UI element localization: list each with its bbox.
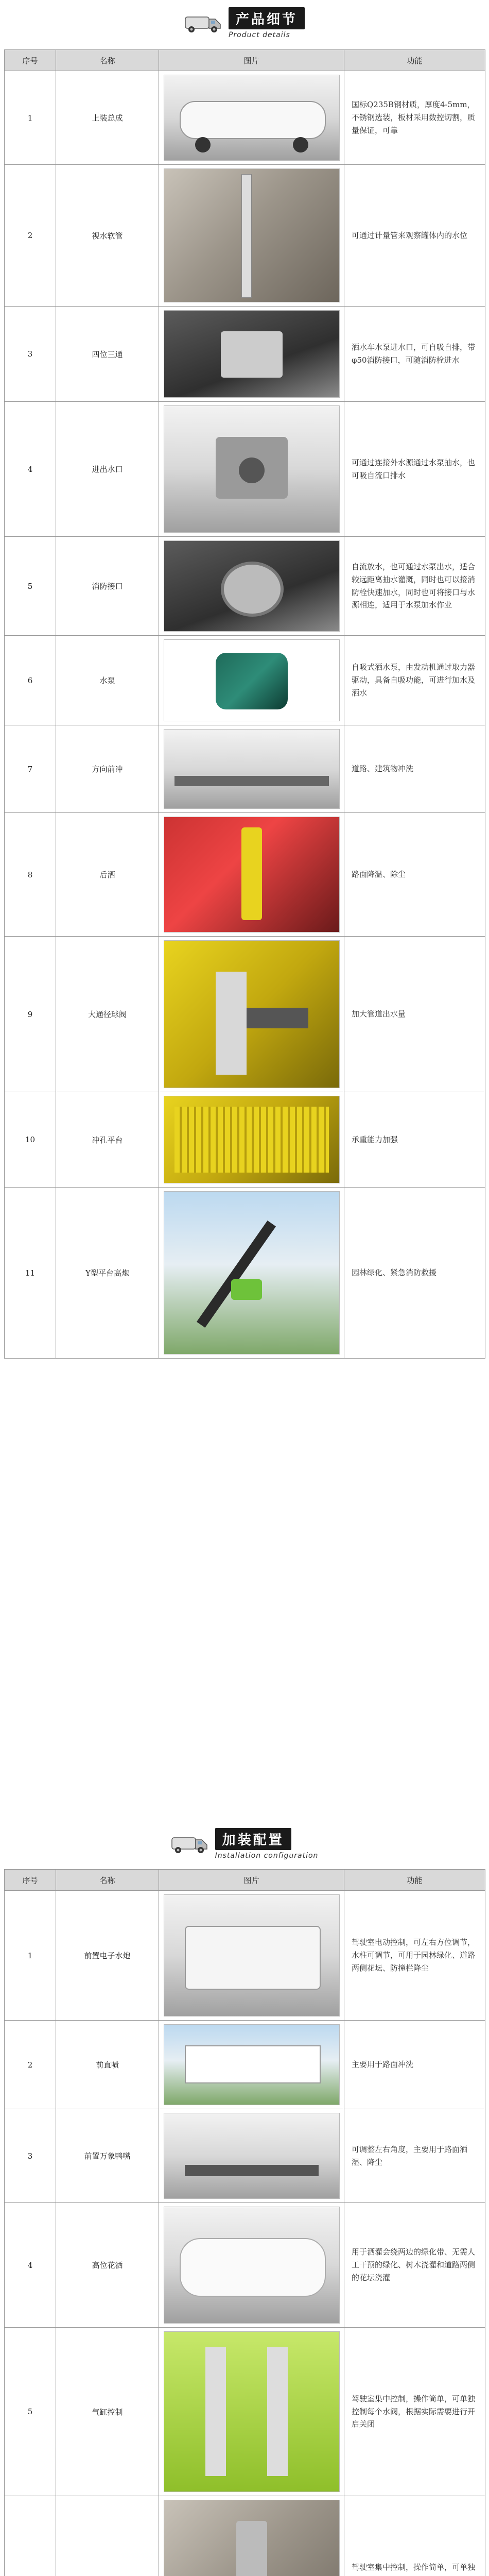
row-function: 自吸式洒水泵，由发动机通过取力器驱动，具备自吸功能，可进行加水及洒水 <box>344 636 485 725</box>
table-row <box>5 71 485 165</box>
row-number: 8 <box>5 813 56 937</box>
row-function: 驾驶室集中控制，操作简单，可单独 <box>344 2496 485 2576</box>
header-function: 功能 <box>344 50 485 71</box>
row-number: 1 <box>5 1891 56 2021</box>
row-name: 水泵 <box>56 636 159 725</box>
section2-banner <box>0 1821 489 1867</box>
row-number: 4 <box>5 2203 56 2328</box>
header-image: 图片 <box>159 1870 344 1891</box>
row-number: 4 <box>5 402 56 537</box>
row-image-cell <box>159 1092 344 1188</box>
row-image-cell <box>159 165 344 307</box>
section2-subtitle: Installation configuration <box>215 1852 319 1860</box>
row-function: 路面降温、除尘 <box>344 813 485 937</box>
table-row <box>5 813 485 937</box>
sight-hose-photo <box>164 168 340 302</box>
row-image-cell <box>159 1891 344 2021</box>
inlet-outlet-photo <box>164 405 340 533</box>
row-image-cell <box>159 2328 344 2496</box>
table-row <box>5 636 485 725</box>
row-image-cell <box>159 71 344 165</box>
row-function: 主要用于路面冲洗 <box>344 2021 485 2109</box>
table-row <box>5 2496 485 2576</box>
header-name: 名称 <box>56 1870 159 1891</box>
row-name: 前置电子水炮 <box>56 1891 159 2021</box>
row-number: 1 <box>5 71 56 165</box>
row-number: 2 <box>5 165 56 307</box>
table-row <box>5 1188 485 1359</box>
row-image-cell <box>159 402 344 537</box>
table-row <box>5 2328 485 2496</box>
row-image-cell <box>159 1188 344 1359</box>
row-number: 2 <box>5 2021 56 2109</box>
row-name: 前直喷 <box>56 2021 159 2109</box>
row-image-cell <box>159 537 344 636</box>
rear-sprinkler-photo <box>164 817 340 933</box>
section1-banner <box>0 0 489 46</box>
header-name: 名称 <box>56 50 159 71</box>
row-number: 6 <box>5 636 56 725</box>
row-name: 进出水口 <box>56 402 159 537</box>
section1-subtitle: Product details <box>228 31 290 39</box>
front-cannon-photo <box>164 1894 340 2016</box>
row-image-cell <box>159 307 344 402</box>
truck-icon <box>171 1833 209 1855</box>
four-way-valve-photo <box>164 310 340 398</box>
table-row <box>5 165 485 307</box>
table-row <box>5 402 485 537</box>
row-image-cell <box>159 636 344 725</box>
row-number: 5 <box>5 537 56 636</box>
header-image: 图片 <box>159 50 344 71</box>
row-image-cell <box>159 2496 344 2576</box>
row-function: 洒水车水泵进水口，可自吸自排，带φ50消防接口，可随消防栓进水 <box>344 307 485 402</box>
row-name: 视水软管 <box>56 165 159 307</box>
table-row <box>5 537 485 636</box>
row-number: 7 <box>5 725 56 813</box>
row-image-cell <box>159 937 344 1092</box>
row-function: 加大管道出水量 <box>344 937 485 1092</box>
row-function: 驾驶室集中控制，操作简单，可单独控制每个水阀，根据实际需要进行开启关闭 <box>344 2328 485 2496</box>
row-name: 气缸控制 <box>56 2328 159 2496</box>
row-function: 国标Q235B钢材质，厚度4-5mm，不锈钢选装，板材采用数控切割，质量保证，可靠 <box>344 71 485 165</box>
water-cannon-photo <box>164 1191 340 1354</box>
row-function: 道路、建筑物冲洗 <box>344 725 485 813</box>
row-image-cell <box>159 725 344 813</box>
section1-title: 产品细节 <box>229 7 305 29</box>
row-image-cell <box>159 2109 344 2203</box>
row-name: 上装总成 <box>56 71 159 165</box>
fire-connector-photo <box>164 540 340 632</box>
table-row <box>5 2203 485 2328</box>
row-name: Y型平台高炮 <box>56 1188 159 1359</box>
ball-valve-photo <box>164 940 340 1088</box>
row-name: 高位花洒 <box>56 2203 159 2328</box>
row-function: 承重能力加强 <box>344 1092 485 1188</box>
row-image-cell <box>159 2021 344 2109</box>
row-number <box>5 2496 56 2576</box>
row-number: 11 <box>5 1188 56 1359</box>
row-function: 园林绿化、紧急消防救援 <box>344 1188 485 1359</box>
water-pump-photo <box>164 639 340 721</box>
row-function: 可通过连接外水源通过水泵抽水，也可吸自流口排水 <box>344 402 485 537</box>
row-function: 自流放水，也可通过水泵出水，适合较远距离抽水灌溉，同时也可以接消防栓快速加水，同时也可将接口与水源相连，适用于水泵加水作业 <box>344 537 485 636</box>
truck-icon <box>184 12 222 35</box>
row-image-cell <box>159 2203 344 2328</box>
row-function: 可调整左右角度，主要用于路面洒湿、降尘 <box>344 2109 485 2203</box>
table-row <box>5 1891 485 2021</box>
row-number: 3 <box>5 307 56 402</box>
section2-title: 加装配置 <box>215 1828 291 1850</box>
product-details-table <box>4 49 485 1359</box>
duckbill-nozzle-photo <box>164 2113 340 2199</box>
row-function: 用于洒灌会绕两边的绿化带、无需人工干预的绿化、树木浇灌和道路两侧的花坛浇灌 <box>344 2203 485 2328</box>
row-number: 3 <box>5 2109 56 2203</box>
row-name: 方向前冲 <box>56 725 159 813</box>
cylinder-control-photo <box>164 2331 340 2492</box>
row-name: 冲孔平台 <box>56 1092 159 1188</box>
table-row <box>5 937 485 1092</box>
row-number: 10 <box>5 1092 56 1188</box>
row-name: 后洒 <box>56 813 159 937</box>
table-row <box>5 2109 485 2203</box>
row-name: 大通径球阀 <box>56 937 159 1092</box>
row-image-cell <box>159 813 344 937</box>
installation-config-table <box>4 1869 485 2576</box>
table-row <box>5 725 485 813</box>
row-function: 可通过计量管来观察罐体内的水位 <box>344 165 485 307</box>
front-spray-photo <box>164 2024 340 2105</box>
platform-photo <box>164 1096 340 1183</box>
pneumatic-valve-photo <box>164 2500 340 2576</box>
row-name: 消防接口 <box>56 537 159 636</box>
table-row <box>5 1092 485 1188</box>
high-sprinkler-photo <box>164 2207 340 2324</box>
row-function: 驾驶室电动控制，可左右方位调节，水柱可调节，可用于园林绿化、道路两侧花坛、防撞栏降尘 <box>344 1891 485 2021</box>
header-function: 功能 <box>344 1870 485 1891</box>
row-number: 5 <box>5 2328 56 2496</box>
row-name: 前置万象鸭嘴 <box>56 2109 159 2203</box>
row-name: 四位三通 <box>56 307 159 402</box>
front-flush-photo <box>164 729 340 809</box>
tank-assembly-photo <box>164 75 340 161</box>
row-name <box>56 2496 159 2576</box>
table-row <box>5 2021 485 2109</box>
header-no: 序号 <box>5 1870 56 1891</box>
header-no: 序号 <box>5 50 56 71</box>
row-number: 9 <box>5 937 56 1092</box>
table-row <box>5 307 485 402</box>
